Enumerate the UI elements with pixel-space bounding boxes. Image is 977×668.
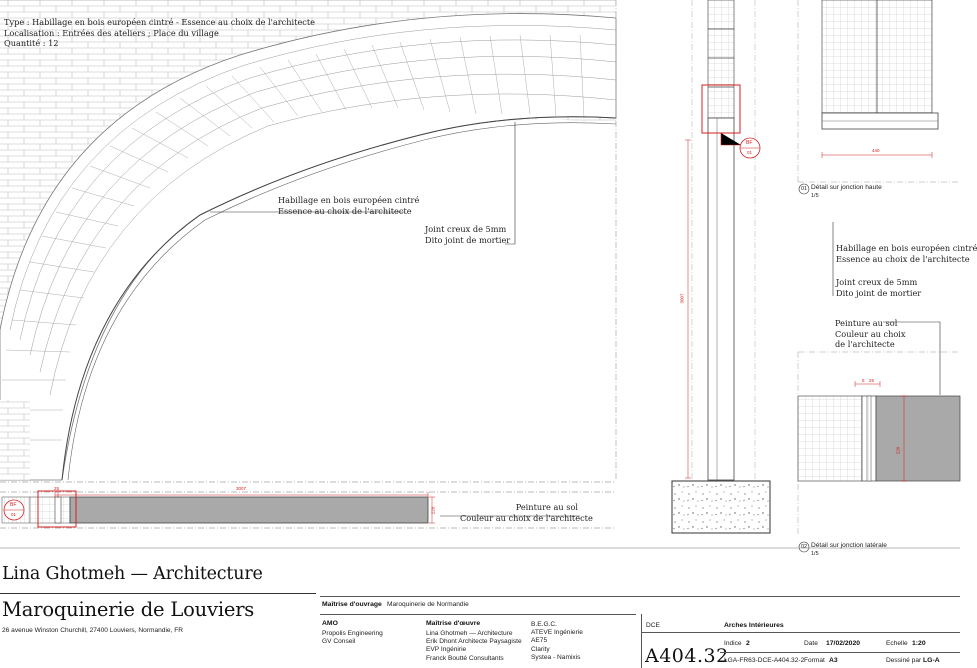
right-cladding-line-1: Habillage en bois européen cintré (836, 243, 977, 253)
detail-01-drawing (798, 0, 960, 194)
date-label: Date (804, 640, 818, 647)
scale-value: 1:20 (912, 640, 926, 647)
right-cladding-line-2: Essence au choix de l'architecte (836, 253, 970, 264)
note-location: Localisation : Entrées des ateliers ; Place du village (4, 27, 219, 38)
amo-list (322, 630, 383, 646)
detail-02-scale: 1/5 (811, 551, 819, 558)
detail-02-height-dimension: 220 (895, 446, 901, 455)
plan-height-dimension: 220 (430, 506, 436, 515)
moe-item: EVP Ingénirie (426, 646, 467, 654)
paint-line-1: Peinture au sol (515, 502, 578, 512)
right-joint-annotation (836, 277, 921, 298)
plan-length-dimension: 3007 (236, 486, 247, 491)
scale-label: Echelle (886, 640, 908, 647)
cladding-line-2: Essence au choix de l'architecte (278, 205, 412, 216)
detail-01-number: 01 (801, 186, 808, 192)
sheet-title: Arches Intérieures (724, 622, 784, 629)
right-joint-line-1: Joint creux de 5mm (836, 277, 918, 287)
file-code: LGA-FR63-DCE-A404.32-2 (724, 657, 805, 664)
project-address: 26 avenue Winston Churchill, 27400 Louviers, Normandie, FR (2, 627, 184, 634)
general-notes (4, 17, 315, 49)
moe-item: ATEVE Ingénierie (531, 629, 583, 637)
moe-list-2 (531, 621, 583, 662)
cladding-annotation (278, 195, 420, 216)
right-paint-annotation (835, 318, 906, 350)
right-cladding-annotation (836, 243, 977, 264)
top-callout-ref: BF (746, 140, 753, 146)
right-paint-line-1: Peinture au sol (835, 318, 898, 328)
detail-02-top-dimension-b: 25 (869, 378, 875, 383)
detail-02-drawing (798, 352, 960, 552)
drawn-label: Dessiné par (886, 657, 922, 664)
moe-item: Lina Ghotmeh — Architecture (426, 630, 513, 637)
amo-item: GV Conseil (322, 638, 356, 646)
firm-name: Lina Ghotmeh — Architecture (2, 564, 263, 584)
vertical-section (672, 0, 770, 533)
joint-annotation (425, 224, 510, 245)
note-quantity: Quantité : 12 (4, 38, 59, 48)
top-callout-num: 01 (747, 150, 753, 155)
drawn-value: LG-A (923, 657, 940, 664)
format-label: Format (804, 657, 825, 664)
bottom-callout-num: 01 (11, 512, 17, 517)
right-joint-line-2: Dito joint de mortier (836, 287, 922, 298)
detail-02-label (811, 542, 887, 558)
sheet-number: A404.32 (645, 645, 729, 667)
bottom-callout-ref: BF (10, 502, 17, 508)
cladding-line-1: Habillage en bois européen cintré (278, 195, 420, 205)
detail-01-label (811, 184, 882, 200)
amo-item: Propolis Engineering (322, 630, 383, 637)
joint-line-1: Joint creux de 5mm (425, 224, 507, 234)
moe-item: Erik Dhont Architecte Paysagiste (426, 638, 522, 646)
moe-label: Maîtrise d'œuvre (426, 620, 481, 627)
format-value: A3 (829, 657, 838, 664)
detail-02-title: Détail sur jonction latérale (811, 542, 887, 549)
plan-small-dimension: 25 (54, 486, 60, 491)
right-paint-line-3: de l'architecte (835, 339, 895, 349)
moe-list (426, 630, 522, 663)
detail-01-title: Détail sur jonction haute (811, 184, 882, 191)
owner-label: Maîtrise d'ouvrage (322, 601, 382, 608)
joint-line-2: Dito joint de mortier (425, 234, 511, 245)
moe-item: AE75 (531, 637, 548, 645)
moe-item: Systea - Namixis (531, 653, 581, 661)
elevation-height-dimension: 3007 (679, 293, 685, 304)
arch-elevation (0, 0, 616, 482)
detail-02-number: 02 (801, 544, 808, 550)
moe-item: Franck Boutté Consultants (426, 654, 504, 662)
detail-01-width-dimension: 440 (872, 148, 880, 153)
paint-line-2: Couleur au choix de l'architecte (460, 512, 593, 523)
paint-annotation (460, 502, 593, 523)
moe-item: Clarity (531, 645, 550, 653)
note-type: Type : Habillage en bois européen cintré - Essence au choix de l'architecte (4, 17, 316, 27)
owner-value: Maroquinerie de Normandie (387, 601, 469, 608)
indice-value: 2 (746, 640, 750, 647)
detail-02-top-dimension: 5 (862, 378, 865, 383)
amo-label: AMO (322, 620, 338, 627)
indice-label: Indice (724, 640, 742, 647)
detail-01-scale: 1/5 (811, 193, 819, 200)
phase: DCE (646, 622, 660, 629)
date-value: 17/02/2020 (826, 640, 861, 647)
moe-item: B.E.G.C. (531, 621, 558, 628)
right-paint-line-2: Couleur au choix (835, 328, 906, 339)
project-name: Maroquinerie de Louviers (2, 598, 255, 621)
